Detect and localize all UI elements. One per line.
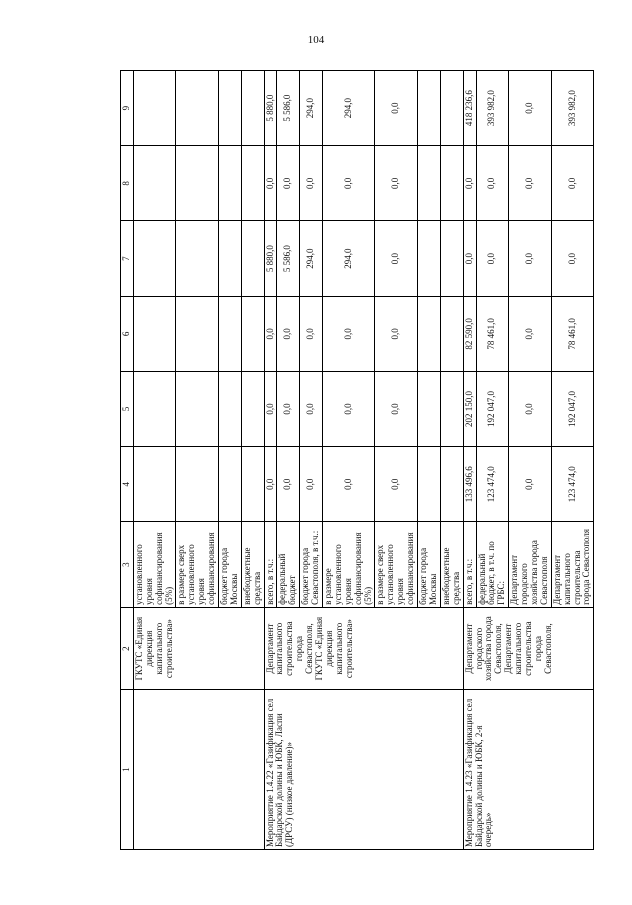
- value-cell: [418, 296, 441, 371]
- value-cell: 5 880,0: [264, 71, 277, 146]
- page-number: 104: [307, 34, 325, 46]
- value-cell: [241, 371, 264, 446]
- value-cell: 0,0: [509, 371, 552, 446]
- funding-source-cell: федеральный бюджет: [277, 522, 300, 608]
- value-cell: 393 982,0: [476, 71, 509, 146]
- value-cell: [440, 447, 463, 522]
- funding-source-cell: установленного уровня софинансирования (5%): [133, 522, 176, 608]
- value-cell: 0,0: [551, 146, 594, 221]
- value-cell: 0,0: [509, 447, 552, 522]
- header-cell-4: 4: [121, 447, 134, 522]
- value-cell: 0,0: [375, 71, 418, 146]
- value-cell: 0,0: [323, 146, 375, 221]
- value-cell: 294,0: [300, 71, 323, 146]
- value-cell: 0,0: [509, 71, 552, 146]
- executor-cell: Департамент капитального строительства города Севастополя, ГКУТС «Единая дирекция капитального строительства»: [264, 607, 463, 689]
- executor-cell: Департамент городского хозяйства города Севастополя, Департамент капитального строительства города Севастополя,: [463, 607, 594, 689]
- value-cell: 294,0: [323, 71, 375, 146]
- value-cell: [241, 296, 264, 371]
- header-cell-1: 1: [121, 690, 134, 850]
- value-cell: 294,0: [323, 221, 375, 296]
- value-cell: [241, 221, 264, 296]
- value-cell: 0,0: [375, 146, 418, 221]
- executor-cell: ГКУТС «Единая дирекция капитального строительства»: [133, 607, 264, 689]
- value-cell: 0,0: [300, 447, 323, 522]
- value-cell: 0,0: [264, 146, 277, 221]
- value-cell: 123 474,0: [551, 447, 594, 522]
- measure-name-cell: Мероприятие 1.4.23 «Газификация сел Байдарской долины и ЮБК, 2-я очередь»: [463, 690, 594, 850]
- value-cell: 0,0: [264, 371, 277, 446]
- value-cell: [219, 71, 242, 146]
- value-cell: 393 982,0: [551, 71, 594, 146]
- funding-source-cell: Департамент капитального строительства города Севастополя: [551, 522, 594, 608]
- value-cell: 0,0: [509, 146, 552, 221]
- value-cell: [133, 296, 176, 371]
- value-cell: [440, 146, 463, 221]
- value-cell: [176, 146, 219, 221]
- value-cell: [418, 371, 441, 446]
- value-cell: 5 586,0: [277, 71, 300, 146]
- budget-table: [120, 70, 594, 850]
- value-cell: 0,0: [264, 447, 277, 522]
- value-cell: 0,0: [323, 447, 375, 522]
- value-cell: [133, 146, 176, 221]
- funding-source-cell: бюджет города Москвы: [418, 522, 441, 608]
- measure-name-cell: Мероприятие 1.4.22 «Газификация сел Байдарской долины и ЮБК, Ласпи (ДРСУ) (низкое давление)»: [264, 690, 463, 850]
- value-cell: [440, 371, 463, 446]
- value-cell: 418 236,6: [463, 71, 476, 146]
- value-cell: 0,0: [375, 371, 418, 446]
- header-cell-5: 5: [121, 371, 134, 446]
- funding-source-cell: внебюджетные средства: [241, 522, 264, 608]
- value-cell: 133 496,6: [463, 447, 476, 522]
- funding-source-cell: в размере сверх установленного уровня софинансирования: [375, 522, 418, 608]
- value-cell: 0,0: [300, 371, 323, 446]
- value-cell: [176, 221, 219, 296]
- value-cell: 0,0: [264, 296, 277, 371]
- value-cell: [133, 221, 176, 296]
- value-cell: [418, 71, 441, 146]
- value-cell: 0,0: [463, 221, 476, 296]
- value-cell: 0,0: [323, 371, 375, 446]
- value-cell: [133, 447, 176, 522]
- value-cell: 202 150,0: [463, 371, 476, 446]
- value-cell: [241, 146, 264, 221]
- funding-source-cell: внебюджетные средства: [440, 522, 463, 608]
- funding-source-cell: бюджет города Севастополя, в т.ч.:: [300, 522, 323, 608]
- header-cell-2: 2: [121, 607, 134, 689]
- header-cell-6: 6: [121, 296, 134, 371]
- value-cell: 192 047,0: [476, 371, 509, 446]
- value-cell: 78 461,0: [476, 296, 509, 371]
- funding-source-cell: в размере установленного уровня софинансирования (5%): [323, 522, 375, 608]
- value-cell: 0,0: [551, 221, 594, 296]
- funding-source-cell: всего, в т.ч.:: [264, 522, 277, 608]
- value-cell: 0,0: [323, 296, 375, 371]
- value-cell: [176, 447, 219, 522]
- funding-source-cell: федеральный бюджет, в т.ч. по ГРБС:: [476, 522, 509, 608]
- value-cell: 0,0: [476, 146, 509, 221]
- header-cell-9: 9: [121, 71, 134, 146]
- value-cell: [219, 221, 242, 296]
- value-cell: 192 047,0: [551, 371, 594, 446]
- value-cell: [176, 296, 219, 371]
- value-cell: 82 590,0: [463, 296, 476, 371]
- value-cell: [241, 447, 264, 522]
- table-row: [133, 71, 176, 850]
- value-cell: [440, 71, 463, 146]
- funding-source-cell: Департамент городского хозяйства города Севастополя: [509, 522, 552, 608]
- value-cell: 0,0: [277, 447, 300, 522]
- value-cell: 0,0: [509, 296, 552, 371]
- value-cell: [418, 447, 441, 522]
- table-row: [463, 71, 476, 850]
- value-cell: [219, 447, 242, 522]
- value-cell: 5 586,0: [277, 221, 300, 296]
- measure-name-cell: [133, 690, 264, 850]
- value-cell: 123 474,0: [476, 447, 509, 522]
- value-cell: 0,0: [277, 296, 300, 371]
- value-cell: [241, 71, 264, 146]
- funding-source-cell: в размере сверх установленного уровня софинансирования: [176, 522, 219, 608]
- value-cell: 0,0: [300, 146, 323, 221]
- value-cell: 0,0: [463, 146, 476, 221]
- value-cell: 0,0: [277, 146, 300, 221]
- header-cell-3: 3: [121, 522, 134, 608]
- value-cell: [418, 221, 441, 296]
- value-cell: 0,0: [277, 371, 300, 446]
- rotated-table-container: [120, 70, 630, 850]
- value-cell: [219, 146, 242, 221]
- value-cell: 0,0: [476, 221, 509, 296]
- table-row: [264, 71, 277, 850]
- value-cell: [219, 296, 242, 371]
- funding-source-cell: всего, в т.ч.:: [463, 522, 476, 608]
- value-cell: 294,0: [300, 221, 323, 296]
- value-cell: 0,0: [509, 221, 552, 296]
- funding-source-cell: бюджет города Москвы: [219, 522, 242, 608]
- value-cell: [440, 221, 463, 296]
- value-cell: [133, 71, 176, 146]
- header-cell-8: 8: [121, 146, 134, 221]
- value-cell: 0,0: [300, 296, 323, 371]
- value-cell: [418, 146, 441, 221]
- value-cell: [440, 296, 463, 371]
- value-cell: 0,0: [375, 447, 418, 522]
- value-cell: 0,0: [375, 221, 418, 296]
- value-cell: 0,0: [375, 296, 418, 371]
- value-cell: [133, 371, 176, 446]
- header-row: [121, 71, 134, 850]
- value-cell: 5 880,0: [264, 221, 277, 296]
- value-cell: [176, 71, 219, 146]
- value-cell: [176, 371, 219, 446]
- value-cell: [219, 371, 242, 446]
- value-cell: 78 461,0: [551, 296, 594, 371]
- header-cell-7: 7: [121, 221, 134, 296]
